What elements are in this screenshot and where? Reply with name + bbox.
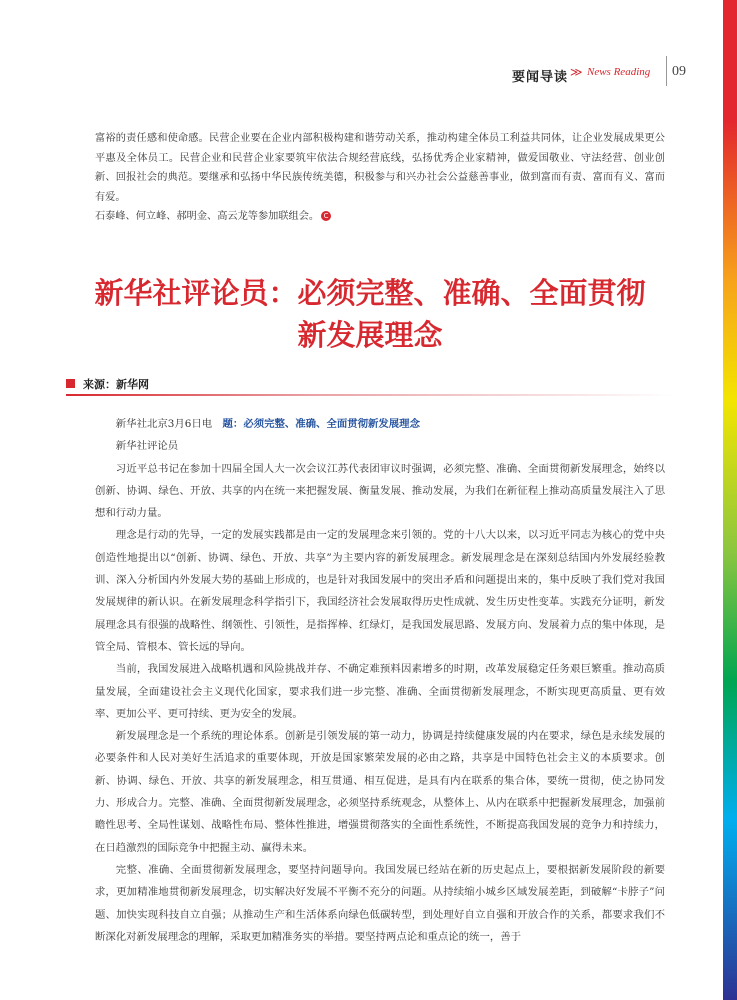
- edge-color-bar: [723, 0, 737, 1000]
- previous-paragraph: 富裕的责任感和使命感。民营企业要在企业内部积极构建和谐劳动关系，推动构建全体员工利益共同体，让企业发展成果更公平惠及全体员工。民营企业和民营企业家要筑牢依法合规经营底线，弘扬优秀企业家精神，做爱国敬业、守法经营、创业创新、回报社会的典范。要继承和弘扬中华民族传统美德，积极参与和兴办社会公益慈善事业，做到富而有责、富而有义、富而有爱。: [95, 133, 665, 203]
- source-bar: [66, 376, 676, 392]
- paragraph: 理念是行动的先导，一定的发展实践都是由一定的发展理念来引领的。党的十八大以来，以习近平同志为核心的党中央创造性地提出以“创新、协调、绿色、开放、共享”为主要内容的新发展理念。新发展理念是在深刻总结国内外发展经验教训、深入分析国内外发展大势的基础上形成的，也是针对我国发展中的突出矛盾和问题提出来的，集中反映了我们党对我国发展规律的新认识。在新发展理念科学指引下，我国经济社会发展取得历史性成就、发生历史性变革。实践充分证明，新发展理念具有很强的战略性、纲领性、引领性，是指挥棒、红绿灯，是我国发展思路、发展方向、发展着力点的集中体现，是管全局、管根本、管长远的导向。: [95, 529, 665, 653]
- paragraph: 完整、准确、全面贯彻新发展理念，要坚持问题导向。我国发展已经站在新的历史起点上，要根据新发展阶段的新要求，更加精准地贯彻新发展理念，切实解决好发展不平衡不充分的问题。从持续缩小城乡区域发展差距，到破解“卡脖子”问题、加快实现科技自立自强；从推动生产和生活体系向绿色低碳转型，到处理好自立自强和开放合作的关系，都要求我们不断深化对新发展理念的理解，采取更加精准务实的举措。要坚持两点论和重点论的统一，善于: [95, 863, 665, 943]
- dateline-text: 新华社北京3月6日电: [115, 418, 213, 430]
- paragraph: 习近平总书记在参加十四届全国人大一次会议江苏代表团审议时强调，必须完整、准确、全面贯彻新发展理念，始终以创新、协调、绿色、开放、共享的内在统一来把握发展、衡量发展、推动发展，为我们在新征程上推动高质量发展注入了思想和行动力量。: [95, 462, 665, 520]
- double-chevron-icon: ≫: [570, 65, 583, 79]
- section-title-en: News Reading: [587, 66, 651, 78]
- section-title: 要闻导读: [512, 70, 569, 85]
- page-header: [512, 62, 686, 86]
- end-mark-icon: C: [321, 211, 331, 221]
- title-line-2: 新发展理念: [297, 318, 443, 352]
- source-divider: [66, 394, 676, 396]
- attendees-line: [95, 207, 665, 227]
- byline: 新华社评论员: [115, 440, 179, 453]
- page-number: 09: [672, 64, 686, 79]
- red-square-icon: [66, 379, 75, 388]
- attendees-text: 石泰峰、何立峰、郝明金、高云龙等参加联组会。: [95, 211, 320, 222]
- title-line-1: 新华社评论员：必须完整、准确、全面贯彻: [94, 276, 646, 310]
- article-title: [60, 272, 680, 356]
- header-divider: [666, 56, 667, 86]
- topic-text: 题：必须完整、准确、全面贯彻新发展理念: [222, 418, 420, 430]
- paragraph: 当前，我国发展进入战略机遇和风险挑战并存、不确定难预料因素增多的时期，改革发展稳定任务艰巨繁重。推动高质量发展，全面建设社会主义现代化国家，要求我们进一步完整、准确、全面贯彻新发展理念，不断实现更高质量、更有效率、更加公平、更可持续、更为安全的发展。: [95, 663, 665, 720]
- article-body: [95, 413, 665, 948]
- dateline: [95, 413, 665, 435]
- source-label: 来源：新华网: [83, 378, 149, 391]
- paragraph: 新发展理念是一个系统的理论体系。创新是引领发展的第一动力，协调是持续健康发展的内在要求，绿色是永续发展的必要条件和人民对美好生活追求的重要体现，开放是国家繁荣发展的必由之路，共享是中国特色社会主义的本质要求。创新、协调、绿色、开放、共享的新发展理念，相互贯通、相互促进，是具有内在联系的集合体，要统一贯彻，使之协同发力、形成合力。完整、准确、全面贯彻新发展理念，必须坚持系统观念，从整体上、从内在联系中把握新发展理念，加强前瞻性思考、全局性谋划、战略性布局、整体性推进，增强贯彻落实的全面性系统性，不断提高我国发展的竞争力和持续力，在日趋激烈的国际竞争中把握主动、赢得未来。: [95, 730, 665, 854]
- previous-article-tail: [95, 129, 665, 227]
